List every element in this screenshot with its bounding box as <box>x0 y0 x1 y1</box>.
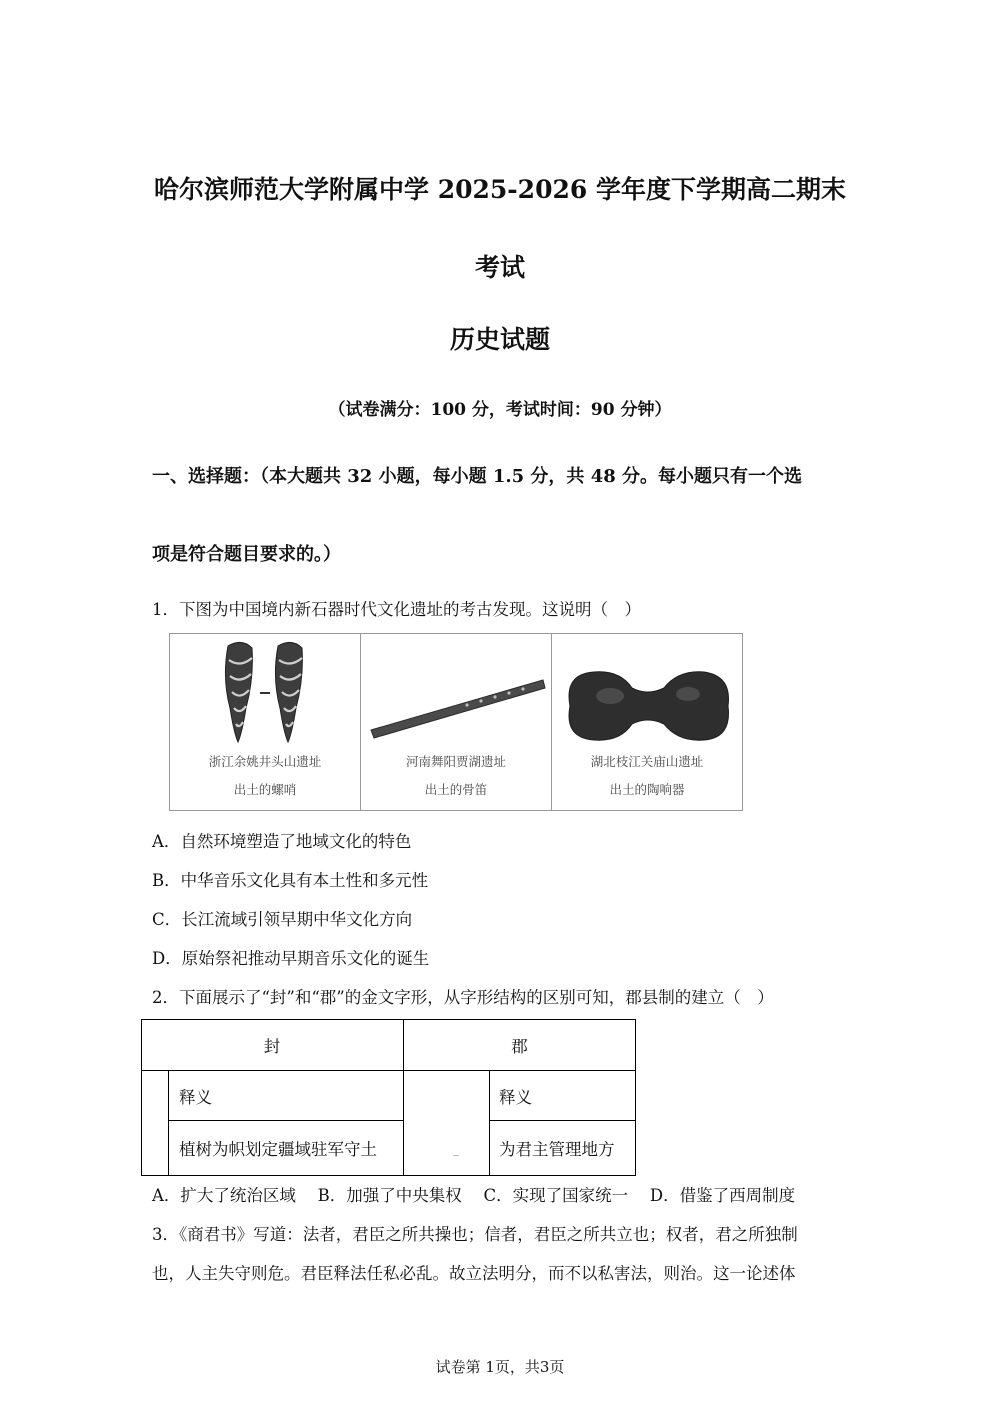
question-1-option-b[interactable]: B．中华音乐文化具有本土性和多元性 <box>152 871 429 890</box>
figure-caption-1b: 出土的螺哨 <box>233 782 297 797</box>
figure-caption-2b: 出土的骨笛 <box>424 782 488 797</box>
question-3-stem-line2: 也，人主失守则危。君臣释法任私必乱。故立法明分，而不以私害法，则治。这一论述体 <box>152 1264 796 1283</box>
question-3-stem-line1: 3．《商君书》写道：法者，君臣之所共操也；信者，君臣之所共立也；权者，君之所独制 <box>152 1225 798 1244</box>
table-header-jun: 郡 <box>511 1037 528 1056</box>
section-heading-line1: 一、选择题：（本大题共 32 小题，每小题 1.5 分，共 48 分。每小题只有一个选 <box>152 466 803 487</box>
page-footer: 试卷第 1页，共3页 <box>435 1358 565 1376</box>
question-1-stem: 1．下图为中国境内新石器时代文化遗址的考古发现。这说明（ ） <box>152 600 641 619</box>
figure-panel-rattle <box>552 634 742 810</box>
figure-caption-2a: 河南舞阳贾湖遗址 <box>405 754 506 769</box>
conch-whistle-icon <box>210 638 320 746</box>
figure-panel-flute <box>361 634 552 810</box>
table-label-left: 释义 <box>179 1087 212 1107</box>
question-2-table <box>141 1019 636 1176</box>
subject-title: 历史试题 <box>449 325 550 354</box>
question-1-figure <box>169 633 743 811</box>
question-1-option-a[interactable]: A．自然环境塑造了地域文化的特色 <box>152 832 412 851</box>
bone-flute-icon <box>367 672 547 742</box>
question-1-option-c[interactable]: C．长江流域引领早期中华文化方向 <box>152 910 413 929</box>
figure-panel-conch <box>170 634 361 810</box>
table-meaning-left: 植树为帜划定疆域驻军守土 <box>179 1140 377 1159</box>
question-2-stem: 2．下面展示了“封”和“郡”的金文字形，从字形结构的区别可知，郡县制的建立（ ） <box>152 988 774 1007</box>
figure-caption-3b: 出土的陶响器 <box>609 782 685 797</box>
table-header-feng: 封 <box>263 1037 281 1056</box>
exam-info: （试卷满分：100 分，考试时间：90 分钟） <box>328 400 672 420</box>
page-title-line1: 哈尔滨师范大学附属中学 2025-2026 学年度下学期高二期末 <box>154 175 846 204</box>
section-heading-line2: 项是符合题目要求的。） <box>152 544 341 565</box>
table-meaning-right: 为君主管理地方 <box>499 1140 615 1159</box>
figure-caption-1a: 浙江余姚井头山遗址 <box>208 754 322 769</box>
table-label-right: 释义 <box>499 1087 532 1107</box>
glyph-image-placeholder <box>453 1155 459 1156</box>
question-1-option-d[interactable]: D．原始祭祀推动早期音乐文化的诞生 <box>152 949 430 968</box>
question-2-options[interactable]: A．扩大了统治区域 B．加强了中央集权 C．实现了国家统一 D．借鉴了西周制度 <box>152 1186 796 1205</box>
pottery-rattle-icon <box>560 664 736 748</box>
page-title-line2: 考试 <box>474 253 525 282</box>
figure-caption-3a: 湖北枝江关庙山遗址 <box>590 754 704 769</box>
